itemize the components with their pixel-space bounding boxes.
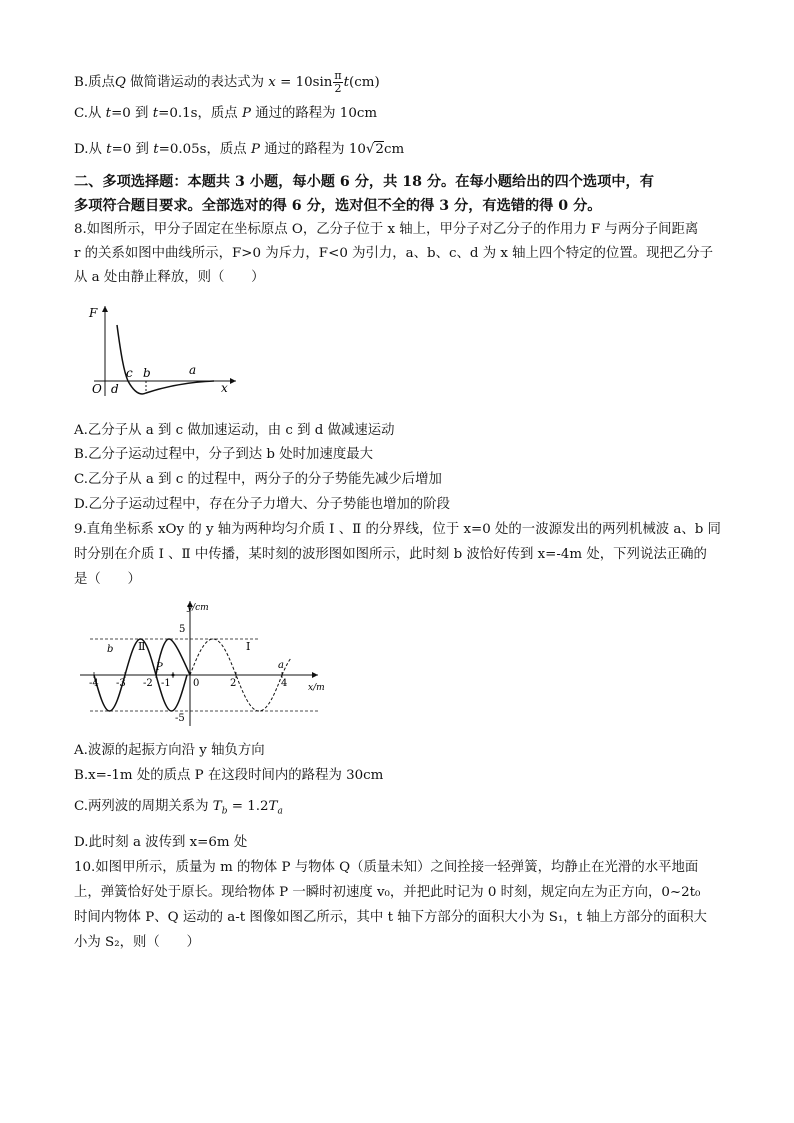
wave-label-b: b xyxy=(107,644,114,655)
q8-text-line1: 8.如图所示，甲分子固定在坐标原点 O，乙分子位于 x 轴上，甲分子对乙分子的作用力 F 与两分子间距离 xyxy=(74,222,699,237)
q10-text-line2: 上，弹簧恰好处于原长。现给物体 P 一瞬时初速度 v₀，并把此时记为 0 时刻，规定向左为正方向，0~2t₀ xyxy=(74,885,701,900)
point-label-b: b xyxy=(143,366,151,380)
tick-label: 2 xyxy=(230,678,237,689)
point-label-a: a xyxy=(189,363,197,377)
point-label-d: d xyxy=(111,382,119,396)
medium-label-ii: Ⅱ xyxy=(138,640,146,653)
q9-text-line3: 是（ ） xyxy=(74,572,141,587)
axis-label-f: F xyxy=(89,306,98,320)
wave-label-a: a xyxy=(278,660,284,671)
section-heading-line2: 多项符合题目要求。全部选对的得 6 分，选对但不全的得 3 分，有选错的得 0 分。 xyxy=(74,198,602,214)
q9-option-b: B.x=-1m 处的质点 P 在这段时间内的路程为 30cm xyxy=(74,768,384,783)
x-axis-label: x/m xyxy=(308,683,325,693)
amplitude-bottom-label: -5 xyxy=(175,713,185,724)
q10-text-line4: 小为 S₂，则（ ） xyxy=(74,935,200,950)
q9-waveform-figure xyxy=(80,598,330,728)
point-label-p: P xyxy=(156,662,163,673)
q9-text-line2: 时分别在介质 Ⅰ 、Ⅱ 中传播，某时刻的波形图如图所示，此时刻 b 波恰好传到 x=-4m 处，下列说法正确的 xyxy=(74,547,707,562)
q8-text-line2: r 的关系如图中曲线所示，F>0 为斥力，F<0 为引力，a、b、c、d 为 x 轴上四个特定的位置。现把乙分子 xyxy=(74,246,714,261)
tick-label: -1 xyxy=(161,678,171,689)
medium-label-i: Ⅰ xyxy=(246,640,251,653)
axis-label-x: x xyxy=(221,381,228,395)
origin-label: O xyxy=(92,382,102,396)
fraction: $\frac{\pi}{2}$ xyxy=(334,69,342,95)
q8-text-line3: 从 a 处由静止释放，则（ ） xyxy=(74,270,265,285)
tick-label: 4 xyxy=(281,678,288,689)
q8-option-b: B.乙分子运动过程中，分子到达 b 处时加速度最大 xyxy=(74,447,373,462)
section-heading-line1: 二、多项选择题：本题共 3 小题，每小题 6 分，共 18 分。在每小题给出的四个选项中，有 xyxy=(74,174,654,190)
sqrt-sign: √ xyxy=(365,142,375,157)
q9-option-d: D.此时刻 a 波传到 x=6m 处 xyxy=(74,835,248,850)
q7-option-c: C.从 t=0 到 t=0.1s，质点 P 通过的路程为 10cm xyxy=(74,106,378,121)
q8-option-a: A.乙分子从 a 到 c 做加速运动，由 c 到 d 做减速运动 xyxy=(74,423,395,438)
q8-option-d: D.乙分子运动过程中，存在分子力增大、分子势能也增加的阶段 xyxy=(74,497,451,512)
y-axis-label: y/cm xyxy=(187,603,209,613)
q8-force-distance-figure xyxy=(84,300,244,400)
q7-option-d: D.从 t=0 到 t=0.05s，质点 P 通过的路程为 10√2cm xyxy=(74,142,405,157)
q9-option-c: C.两列波的周期关系为 $T_b = 1.2T_a$ xyxy=(74,799,283,817)
q7-option-b: B.质点Q 做简谐运动的表达式为 x = 10sin $\frac{\pi}{2}$ t(cm) xyxy=(74,69,380,95)
tick-label: -2 xyxy=(143,678,153,689)
q9-option-a: A.波源的起振方向沿 y 轴负方向 xyxy=(74,743,265,758)
tick-label: 0 xyxy=(193,678,200,689)
q8-option-c: C.乙分子从 a 到 c 的过程中，两分子的分子势能先减少后增加 xyxy=(74,472,442,487)
q9-text-line1: 9.直角坐标系 xOy 的 y 轴为两种均匀介质 Ⅰ 、Ⅱ 的分界线，位于 x=0 处的一波源发出的两列机械波 a、b 同 xyxy=(74,522,721,537)
q10-text-line3: 时间内物体 P、Q 运动的 a-t 图像如图乙所示，其中 t 轴下方部分的面积大小为 S₁，t 轴上方部分的面积大 xyxy=(74,910,707,925)
q10-text-line1: 10.如图甲所示，质量为 m 的物体 P 与物体 Q（质量未知）之间拴接一轻弹簧，均静止在光滑的水平地面 xyxy=(74,860,699,875)
point-label-c: c xyxy=(126,366,133,380)
tick-label: -3 xyxy=(116,678,126,689)
amplitude-top-label: 5 xyxy=(179,624,186,635)
tick-label: -4 xyxy=(89,678,99,689)
